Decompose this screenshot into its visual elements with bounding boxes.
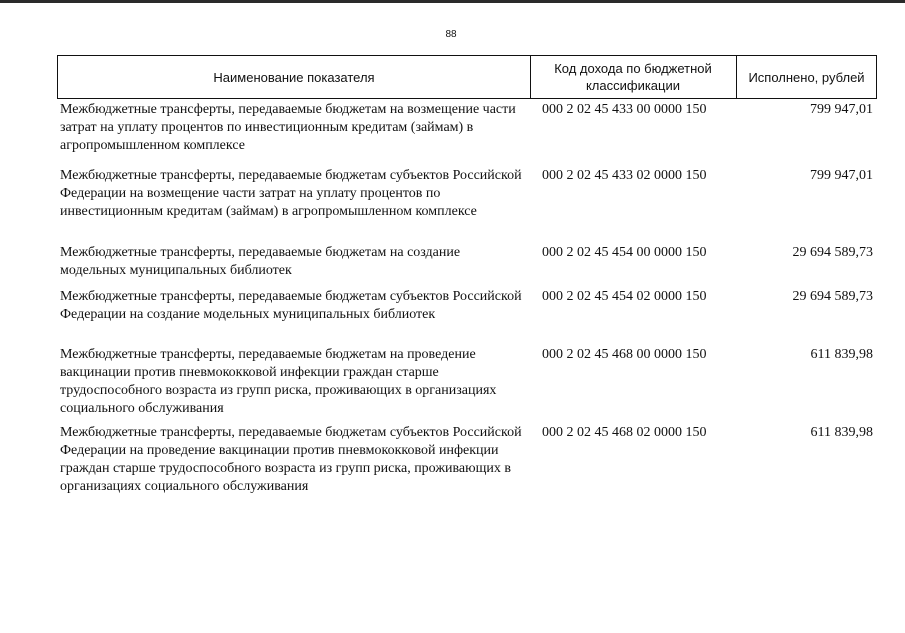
row-indicator-name: Межбюджетные трансферты, передаваемые бюджетам субъектов Российской Федерации на возмещение части затрат на уплату процентов по инвестиционным кредитам (займам) в агропромышленном комплексе bbox=[60, 168, 522, 219]
row-revenue-code: 000 2 02 45 454 00 0000 150 bbox=[542, 245, 707, 260]
row-revenue-code: 000 2 02 45 468 00 0000 150 bbox=[542, 347, 707, 362]
revenue-table bbox=[57, 55, 877, 494]
row-executed-amount: 29 694 589,73 bbox=[792, 245, 873, 260]
row-indicator-name: Межбюджетные трансферты, передаваемые бюджетам на возмещение части затрат на уплату процентов по инвестиционным кредитам (займам) в агропромышленном комплексе bbox=[60, 102, 516, 153]
row-executed-amount: 611 839,98 bbox=[810, 425, 873, 440]
table-header bbox=[57, 55, 877, 99]
row-executed-amount: 799 947,01 bbox=[810, 168, 873, 183]
page-number: 88 bbox=[445, 29, 457, 40]
row-executed-amount: 799 947,01 bbox=[810, 102, 873, 117]
row-executed-amount: 29 694 589,73 bbox=[792, 289, 873, 304]
page-top-edge bbox=[0, 0, 905, 3]
row-revenue-code: 000 2 02 45 433 00 0000 150 bbox=[542, 102, 707, 117]
row-revenue-code: 000 2 02 45 454 02 0000 150 bbox=[542, 289, 707, 304]
row-indicator-name: Межбюджетные трансферты, передаваемые бюджетам субъектов Российской Федерации на проведение вакцинации против пневмококковой инфекции граждан старше трудоспособного возраста из групп риска, проживающих в организациях социального обслуживания bbox=[60, 425, 522, 494]
header-executed-amount: Исполнено, рублей bbox=[748, 69, 865, 85]
header-revenue-code: Код дохода по бюджетной классификации bbox=[530, 56, 737, 98]
header-indicator-name: Наименование показателя bbox=[58, 56, 531, 98]
row-executed-amount: 611 839,98 bbox=[810, 347, 873, 362]
row-revenue-code: 000 2 02 45 468 02 0000 150 bbox=[542, 425, 707, 440]
row-indicator-name: Межбюджетные трансферты, передаваемые бюджетам на создание модельных муниципальных библиотек bbox=[60, 245, 461, 278]
row-indicator-name: Межбюджетные трансферты, передаваемые бюджетам субъектов Российской Федерации на создание модельных муниципальных библиотек bbox=[60, 289, 522, 322]
row-indicator-name: Межбюджетные трансферты, передаваемые бюджетам на проведение вакцинации против пневмококковой инфекции граждан старше трудоспособного возраста из групп риска, проживающих в организациях социального обслуживания bbox=[60, 347, 497, 416]
row-revenue-code: 000 2 02 45 433 02 0000 150 bbox=[542, 168, 707, 183]
